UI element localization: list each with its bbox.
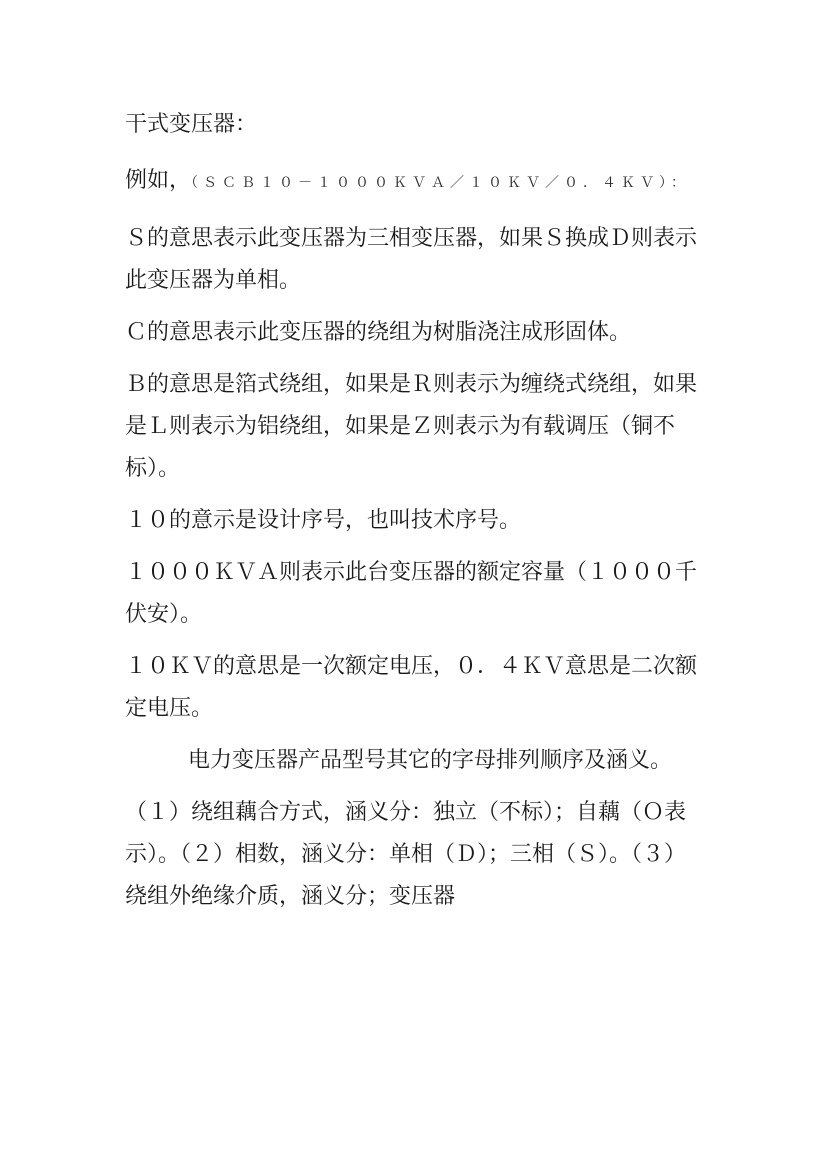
example-line <box>125 160 703 204</box>
paragraph-s-meaning: Ｓ的意思表示此变压器为三相变压器，如果Ｓ换成Ｄ则表示此变压器为单相。 <box>125 226 698 293</box>
paragraph-letter-order: 电力变压器产品型号其它的字母排列顺序及涵义。 <box>188 748 673 773</box>
paragraph-rated-capacity: １０００ＫＶＡ则表示此台变压器的额定容量（１０００千伏安）。 <box>125 560 698 627</box>
paragraph-b-meaning: Ｂ的意思是箔式绕组，如果是Ｒ则表示为缠绕式绕组，如果是Ｌ则表示为铝绕组，如果是Ｚ则表示为有载调压（铜不标）。 <box>125 372 698 481</box>
document-body <box>125 104 703 918</box>
example-prefix: 例如， <box>125 168 192 193</box>
paragraph-design-number: １０的意示是设计序号，也叫技术序号。 <box>125 508 522 533</box>
section-heading: 干式变压器： <box>125 112 258 137</box>
example-model-code: （ＳＣＢ１０－１０００ＫＶＡ／１０ＫＶ／０．４ＫＶ）： <box>191 175 691 191</box>
paragraph-rated-voltage: １０ＫＶ的意思是一次额定电压，０．４ＫＶ意思是二次额定电压。 <box>125 654 698 721</box>
paragraph-c-meaning: Ｃ的意思表示此变压器的绕组为树脂浇注成形固体。 <box>125 320 632 345</box>
paragraph-winding-details: （１）绕组藕合方式，涵义分：独立（不标）；自藕（Ｏ表示）。（２）相数，涵义分：单相（Ｄ）；三相（Ｓ）。（３）绕组外绝缘介质，涵义分；变压器 <box>125 800 687 909</box>
